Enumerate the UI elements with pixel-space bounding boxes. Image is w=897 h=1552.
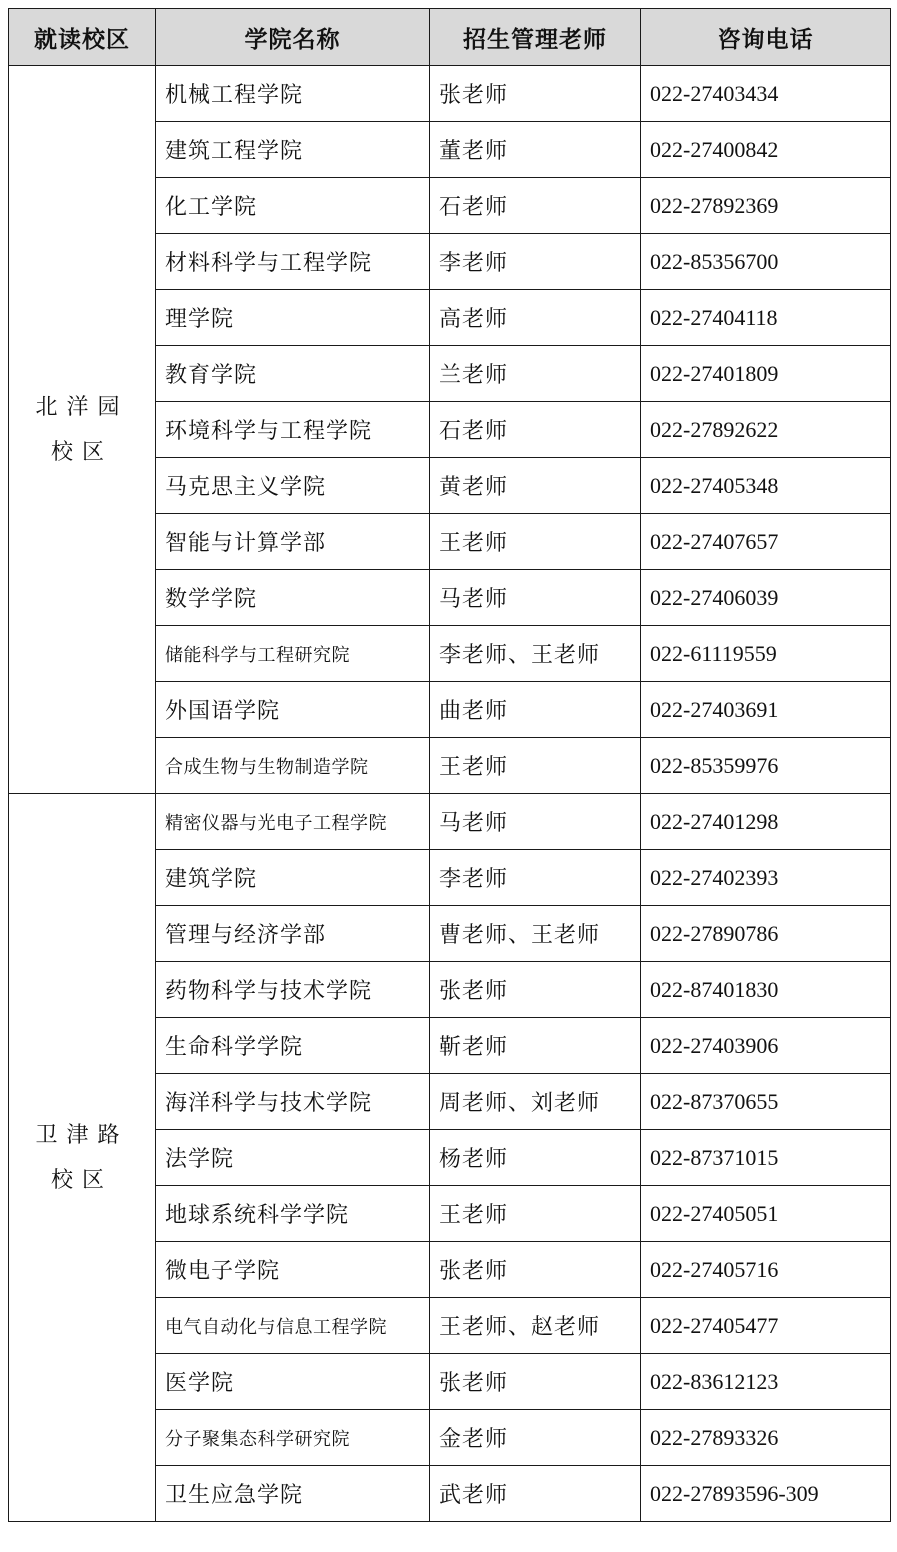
- teacher-cell: 王老师: [430, 1186, 641, 1242]
- teacher-cell: 王老师: [430, 738, 641, 794]
- phone-cell: 022-85359976: [641, 738, 891, 794]
- teacher-cell: 张老师: [430, 1354, 641, 1410]
- college-name-cell: 地球系统科学学院: [156, 1186, 430, 1242]
- teacher-cell: 张老师: [430, 66, 641, 122]
- phone-cell: 022-27403906: [641, 1018, 891, 1074]
- college-name-cell: 管理与经济学部: [156, 906, 430, 962]
- college-name-cell: 建筑学院: [156, 850, 430, 906]
- campus-name-line1: 北洋园: [35, 394, 129, 420]
- college-name-cell: 海洋科学与技术学院: [156, 1074, 430, 1130]
- teacher-cell: 周老师、刘老师: [430, 1074, 641, 1130]
- phone-cell: 022-27407657: [641, 514, 891, 570]
- header-campus: 就读校区: [9, 9, 156, 66]
- teacher-cell: 马老师: [430, 794, 641, 850]
- teacher-cell: 张老师: [430, 1242, 641, 1298]
- phone-cell: 022-83612123: [641, 1354, 891, 1410]
- table-row: [9, 66, 891, 122]
- campus-cell: [9, 794, 156, 1522]
- college-name-cell: 机械工程学院: [156, 66, 430, 122]
- phone-cell: 022-27893326: [641, 1410, 891, 1466]
- college-name-cell: 卫生应急学院: [156, 1466, 430, 1522]
- college-name-cell: 外国语学院: [156, 682, 430, 738]
- college-name-cell: 分子聚集态科学研究院: [156, 1410, 430, 1466]
- table-row: [9, 794, 891, 850]
- college-name-cell: 合成生物与生物制造学院: [156, 738, 430, 794]
- college-name-cell: 数学学院: [156, 570, 430, 626]
- campus-name-line1: 卫津路: [35, 1122, 129, 1148]
- header-teacher: 招生管理老师: [430, 9, 641, 66]
- phone-cell: 022-27403691: [641, 682, 891, 738]
- teacher-cell: 靳老师: [430, 1018, 641, 1074]
- college-name-cell: 微电子学院: [156, 1242, 430, 1298]
- campus-name-line2: 校区: [50, 439, 113, 465]
- phone-cell: 022-27400842: [641, 122, 891, 178]
- teacher-cell: 石老师: [430, 178, 641, 234]
- teacher-cell: 李老师、王老师: [430, 626, 641, 682]
- college-name-cell: 理学院: [156, 290, 430, 346]
- phone-cell: 022-61119559: [641, 626, 891, 682]
- phone-cell: 022-27890786: [641, 906, 891, 962]
- teacher-cell: 杨老师: [430, 1130, 641, 1186]
- phone-cell: 022-27402393: [641, 850, 891, 906]
- admissions-contact-table-wrapper: [8, 8, 891, 1522]
- college-name-cell: 药物科学与技术学院: [156, 962, 430, 1018]
- teacher-cell: 石老师: [430, 402, 641, 458]
- phone-cell: 022-27892622: [641, 402, 891, 458]
- phone-cell: 022-27401809: [641, 346, 891, 402]
- campus-name-line2: 校区: [50, 1167, 113, 1193]
- teacher-cell: 王老师、赵老师: [430, 1298, 641, 1354]
- college-name-cell: 医学院: [156, 1354, 430, 1410]
- phone-cell: 022-27892369: [641, 178, 891, 234]
- college-name-cell: 法学院: [156, 1130, 430, 1186]
- phone-cell: 022-87370655: [641, 1074, 891, 1130]
- college-name-cell: 化工学院: [156, 178, 430, 234]
- teacher-cell: 曹老师、王老师: [430, 906, 641, 962]
- college-name-cell: 智能与计算学部: [156, 514, 430, 570]
- teacher-cell: 张老师: [430, 962, 641, 1018]
- phone-cell: 022-87371015: [641, 1130, 891, 1186]
- phone-cell: 022-27405477: [641, 1298, 891, 1354]
- header-phone: 咨询电话: [641, 9, 891, 66]
- phone-cell: 022-87401830: [641, 962, 891, 1018]
- phone-cell: 022-27405051: [641, 1186, 891, 1242]
- college-name-cell: 生命科学学院: [156, 1018, 430, 1074]
- admissions-contact-table: [8, 8, 891, 1522]
- phone-cell: 022-27405348: [641, 458, 891, 514]
- teacher-cell: 兰老师: [430, 346, 641, 402]
- teacher-cell: 曲老师: [430, 682, 641, 738]
- teacher-cell: 黄老师: [430, 458, 641, 514]
- phone-cell: 022-27406039: [641, 570, 891, 626]
- college-name-cell: 马克思主义学院: [156, 458, 430, 514]
- teacher-cell: 高老师: [430, 290, 641, 346]
- college-name-cell: 精密仪器与光电子工程学院: [156, 794, 430, 850]
- phone-cell: 022-27405716: [641, 1242, 891, 1298]
- college-name-cell: 环境科学与工程学院: [156, 402, 430, 458]
- header-college: 学院名称: [156, 9, 430, 66]
- header-row: [9, 9, 891, 66]
- college-name-cell: 教育学院: [156, 346, 430, 402]
- teacher-cell: 武老师: [430, 1466, 641, 1522]
- phone-cell: 022-27893596-309: [641, 1466, 891, 1522]
- campus-cell: [9, 66, 156, 794]
- college-name-cell: 材料科学与工程学院: [156, 234, 430, 290]
- teacher-cell: 马老师: [430, 570, 641, 626]
- table-body: [9, 66, 891, 1522]
- college-name-cell: 电气自动化与信息工程学院: [156, 1298, 430, 1354]
- phone-cell: 022-27401298: [641, 794, 891, 850]
- phone-cell: 022-27404118: [641, 290, 891, 346]
- teacher-cell: 董老师: [430, 122, 641, 178]
- teacher-cell: 李老师: [430, 234, 641, 290]
- phone-cell: 022-85356700: [641, 234, 891, 290]
- teacher-cell: 金老师: [430, 1410, 641, 1466]
- college-name-cell: 建筑工程学院: [156, 122, 430, 178]
- college-name-cell: 储能科学与工程研究院: [156, 626, 430, 682]
- phone-cell: 022-27403434: [641, 66, 891, 122]
- teacher-cell: 李老师: [430, 850, 641, 906]
- teacher-cell: 王老师: [430, 514, 641, 570]
